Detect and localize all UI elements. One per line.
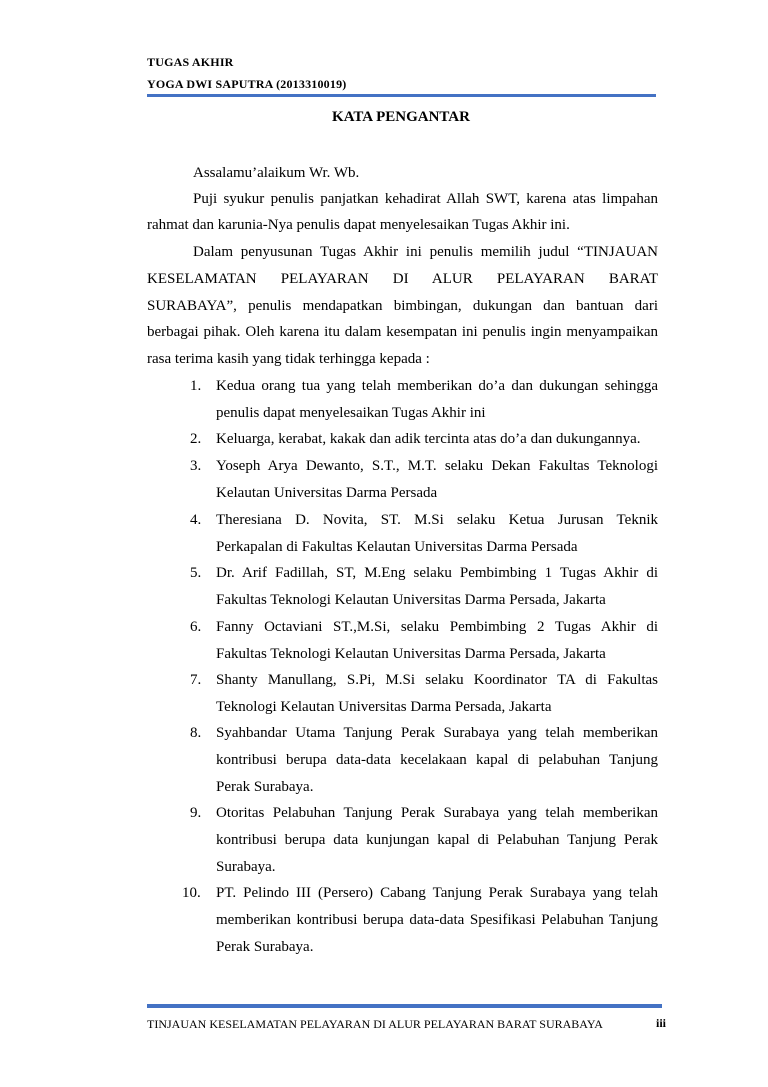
paragraph-2-line: SURABAYA”, penulis mendapatkan bimbingan, dukungan dan bantuan dari xyxy=(147,298,658,314)
list-line: Perak Surabaya. xyxy=(216,939,314,955)
list-number: 9. xyxy=(190,805,202,821)
list-line: Teknologi Kelautan Universitas Darma Persada, Jakarta xyxy=(216,699,552,715)
paragraph-2-line: KESELAMATAN PELAYARAN DI ALUR PELAYARAN BARAT xyxy=(147,271,658,287)
list-number: 2. xyxy=(190,431,202,447)
list-line: Perak Surabaya. xyxy=(216,779,314,795)
list-number: 7. xyxy=(190,672,202,688)
list-line: Perkapalan di Fakultas Kelautan Universitas Darma Persada xyxy=(216,539,578,555)
list-line: Shanty Manullang, S.Pi, M.Si selaku Koordinator TA di Fakultas xyxy=(216,672,658,688)
header-rule xyxy=(147,94,656,97)
list-line: Kelautan Universitas Darma Persada xyxy=(216,485,438,501)
list-line: Syahbandar Utama Tanjung Perak Surabaya yang telah memberikan xyxy=(216,725,658,741)
list-line: Surabaya. xyxy=(216,859,276,875)
list-number: 4. xyxy=(190,512,202,528)
list-line: Yoseph Arya Dewanto, S.T., M.T. selaku Dekan Fakultas Teknologi xyxy=(216,458,658,474)
list-number: 8. xyxy=(190,725,202,741)
list-line: Kedua orang tua yang telah memberikan do’a dan dukungan sehingga xyxy=(216,378,658,394)
list-number: 10. xyxy=(182,885,201,901)
list-number: 6. xyxy=(190,619,202,635)
list-line: Fakultas Teknologi Kelautan Universitas Darma Persada, Jakarta xyxy=(216,592,606,608)
list-line: kontribusi berupa data-data kecelakaan kapal di pelabuhan Tanjung xyxy=(216,752,658,768)
header-author: YOGA DWI SAPUTRA (2013310019) xyxy=(147,77,347,91)
list-number: 1. xyxy=(190,378,202,394)
list-line: Otoritas Pelabuhan Tanjung Perak Surabaya yang telah memberikan xyxy=(216,805,658,821)
list-number: 3. xyxy=(190,458,202,474)
list-line: kontribusi berupa data kunjungan kapal di Pelabuhan Tanjung Perak xyxy=(216,832,658,848)
list-line: Keluarga, kerabat, kakak dan adik tercinta atas do’a dan dukungannya. xyxy=(216,431,641,447)
paragraph-1-line: Puji syukur penulis panjatkan kehadirat Allah SWT, karena atas limpahan xyxy=(193,191,658,207)
paragraph-2-line: berbagai pihak. Oleh karena itu dalam kesempatan ini penulis ingin menyampaikan xyxy=(147,324,658,340)
list-line: memberikan kontribusi berupa data-data Spesifikasi Pelabuhan Tanjung xyxy=(216,912,658,928)
list-line: Theresiana D. Novita, ST. M.Si selaku Ketua Jurusan Teknik xyxy=(216,512,658,528)
footer-rule xyxy=(147,1004,662,1008)
footer-title: TINJAUAN KESELAMATAN PELAYARAN DI ALUR PELAYARAN BARAT SURABAYA xyxy=(147,1017,603,1031)
list-line: penulis dapat menyelesaikan Tugas Akhir ini xyxy=(216,405,486,421)
page-title xyxy=(0,109,768,126)
paragraph-2-line: rasa terima kasih yang tidak terhingga kepada : xyxy=(147,351,430,367)
greeting: Assalamu’alaikum Wr. Wb. xyxy=(193,165,360,181)
page-number: iii xyxy=(656,1016,667,1030)
page-title-text: KATA PENGANTAR xyxy=(332,109,470,125)
header-course: TUGAS AKHIR xyxy=(147,55,234,69)
list-number: 5. xyxy=(190,565,202,581)
list-line: Dr. Arif Fadillah, ST, M.Eng selaku Pembimbing 1 Tugas Akhir di xyxy=(216,565,658,581)
list-line: Fanny Octaviani ST.,M.Si, selaku Pembimbing 2 Tugas Akhir di xyxy=(216,619,658,635)
list-line: PT. Pelindo III (Persero) Cabang Tanjung Perak Surabaya yang telah xyxy=(216,885,658,901)
paragraph-1-line: rahmat dan karunia-Nya penulis dapat menyelesaikan Tugas Akhir ini. xyxy=(147,217,570,233)
paragraph-2-line: Dalam penyusunan Tugas Akhir ini penulis memilih judul “TINJAUAN xyxy=(193,244,658,260)
list-line: Fakultas Teknologi Kelautan Universitas Darma Persada, Jakarta xyxy=(216,646,606,662)
